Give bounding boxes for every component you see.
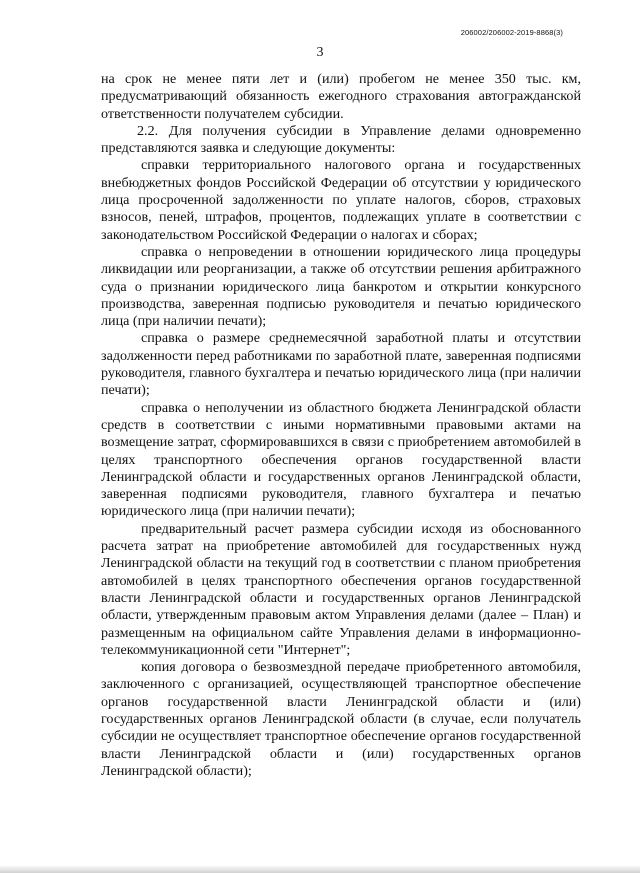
paragraph-contract-copy: копия договора о безвозмездной передаче приобретенного автомобиля, заключенного с организацией, осуществляющей транспортное обеспечение органов государственной власти Ленинградской области и (или) государственных органов Ленинградской области (в случае, если получатель субсидии не осуществляет транспортное обеспечение органов государственной власти Ленинградской области и (или) государственных органов Ленинградской области);	[101, 659, 581, 779]
paragraph-budget-certificate: справка о неполучении из областного бюджета Ленинградской области средств в соответствии с иными нормативными правовыми актами на возмещение затрат, сформировавшихся в связи с приобретением автомобилей в целях транспортного обеспечения органов государственной власти Ленинградской области и государственных органов Ленинградской области, заверенная подписями руководителя, главного бухгалтера и печатью юридического лица (при наличии печати);	[101, 399, 581, 520]
document-id: 206002/206002-2019-8868(3)	[460, 28, 563, 37]
document-body	[101, 71, 581, 780]
scan-bottom-edge	[0, 865, 640, 873]
page-number: 3	[316, 45, 324, 60]
paragraph-continuation: на срок не менее пяти лет и (или) пробегом не менее 350 тыс. км, предусматривающий обязанность ежегодного страхования автогражданской ответственности получателем субсидии.	[101, 71, 581, 122]
paragraph-liquidation-certificate: справка о непроведении в отношении юридического лица процедуры ликвидации или реорганизации, а также об отсутствии решения арбитражного суда о признании юридического лица банкротом и открытии конкурсного производства, заверенная подписью руководителя и печатью юридического лица (при наличии печати);	[101, 243, 581, 330]
paragraph-section-2-2: 2.2. Для получения субсидии в Управление делами одновременно представляются заявка и следующие документы:	[101, 122, 581, 157]
paragraph-salary-certificate: справка о размере среднемесячной заработной платы и отсутствии задолженности перед работниками по заработной плате, заверенная подписями руководителя, главного бухгалтера и печатью юридического лица (при наличии печати);	[101, 330, 581, 399]
paragraph-tax-certificates: справки территориального налогового органа и государственных внебюджетных фондов Российской Федерации об отсутствии у юридического лица просроченной задолженности по уплате налогов, сборов, страховых взносов, пеней, штрафов, процентов, подлежащих уплате в соответствии с законодательством Российской Федерации о налогах и сборах;	[101, 157, 581, 243]
paragraph-subsidy-calculation: предварительный расчет размера субсидии исходя из обоснованного расчета затрат на приобретение автомобилей для государственных нужд Ленинградской области на текущий год в соответствии с планом приобретения автомобилей в целях транспортного обеспечения органов государственной власти Ленинградской области и государственных органов Ленинградской области, утвержденным правовым актом Управления делами (далее – План) и размещенным на официальном сайте Управления делами в информационно-телекоммуникационной сети "Интернет";	[101, 520, 581, 658]
